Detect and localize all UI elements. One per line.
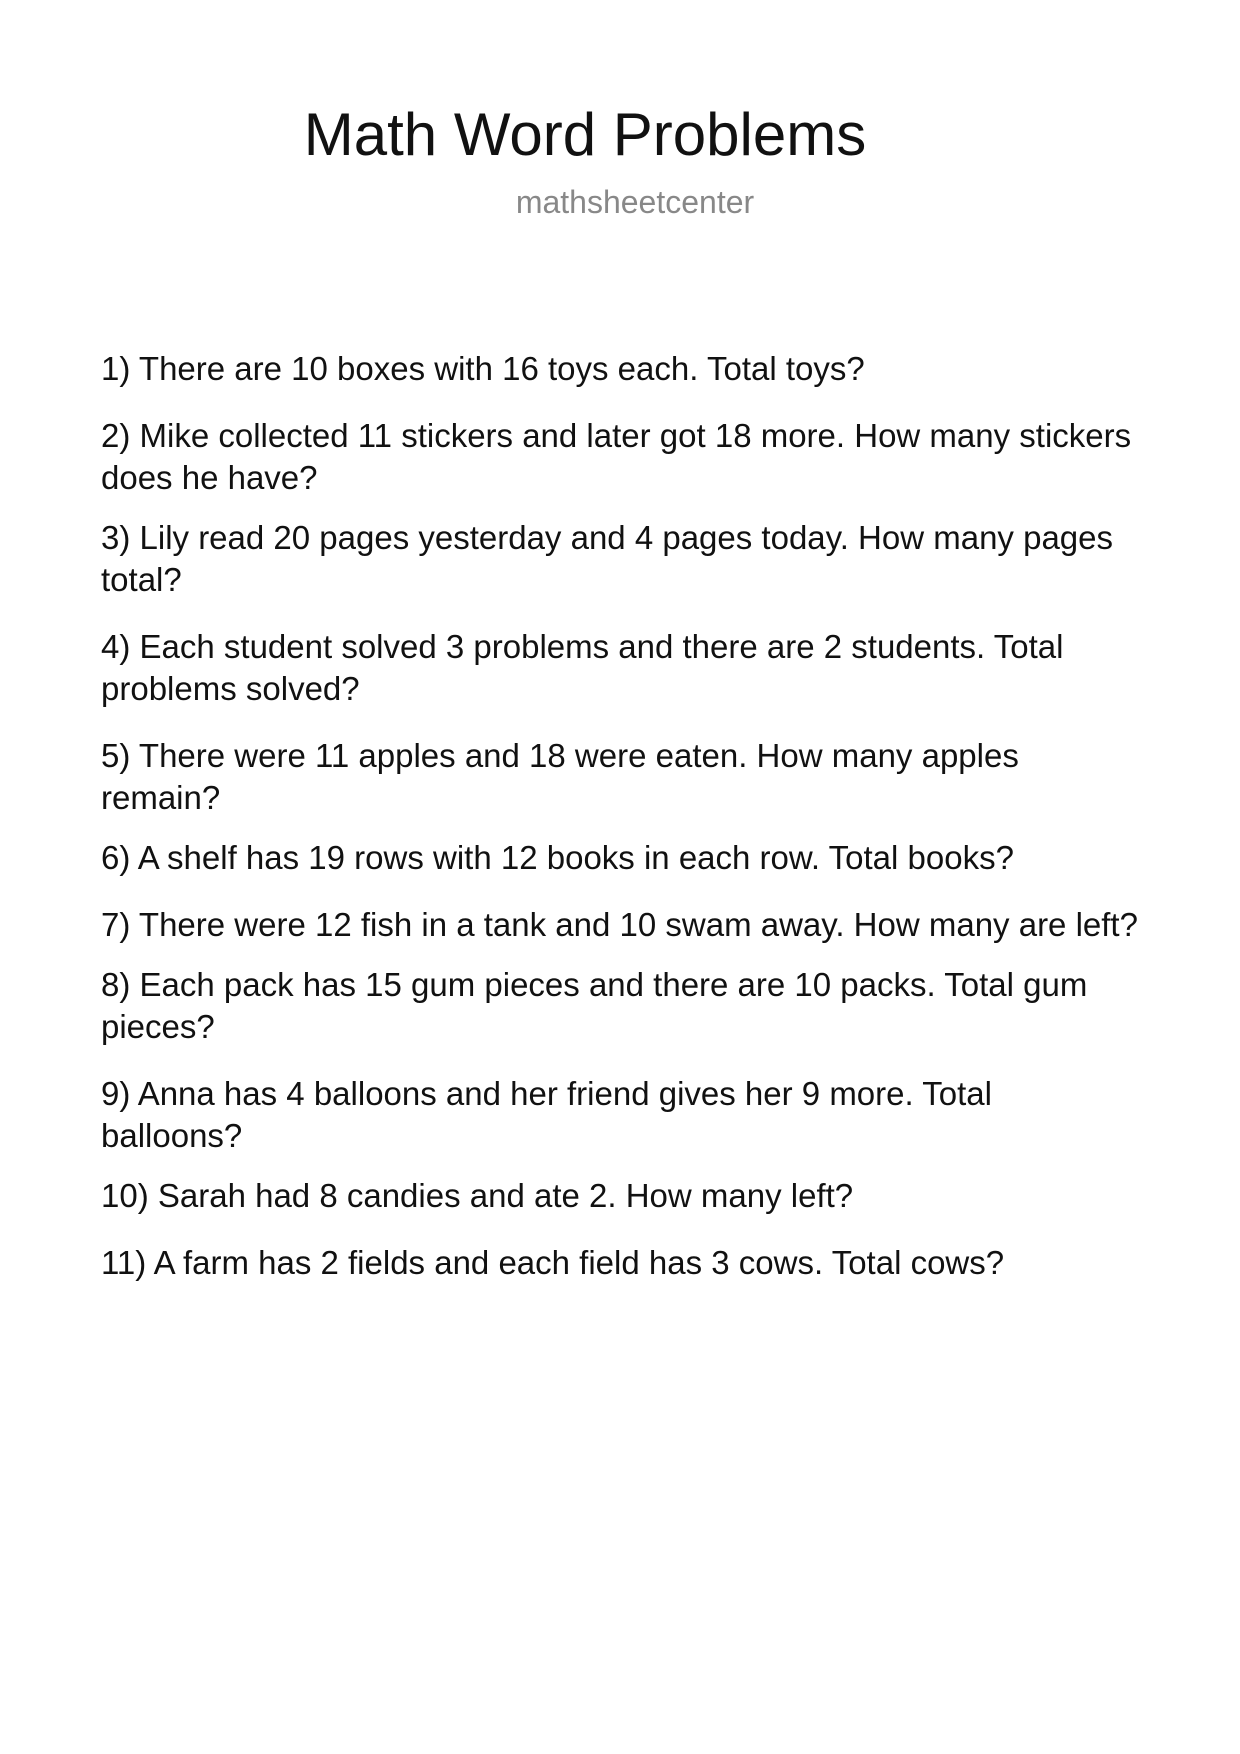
problem-item: 9) Anna has 4 balloons and her friend gives her 9 more. Total balloons?	[101, 1075, 992, 1154]
problem-item: 3) Lily read 20 pages yesterday and 4 pages today. How many pages total?	[101, 519, 1114, 598]
problem-item: 7) There were 12 fish in a tank and 10 swam away. How many are left?	[101, 906, 1138, 943]
problem-item: 11) A farm has 2 fields and each field has 3 cows. Total cows?	[101, 1244, 1005, 1281]
problem-list	[101, 348, 1141, 1284]
problem-item: 10) Sarah had 8 candies and ate 2. How many left?	[101, 1177, 854, 1214]
problem-item: 2) Mike collected 11 stickers and later got 18 more. How many stickers does he have?	[101, 417, 1132, 496]
problem-item: 8) Each pack has 15 gum pieces and there are 10 packs. Total gum pieces?	[101, 966, 1088, 1045]
page-title: Math Word Problems	[303, 101, 867, 168]
problem-item: 6) A shelf has 19 rows with 12 books in each row. Total books?	[101, 839, 1014, 876]
problem-item: 4) Each student solved 3 problems and there are 2 students. Total problems solved?	[101, 628, 1064, 707]
problem-item: 5) There were 11 apples and 18 were eaten. How many apples remain?	[101, 737, 1019, 816]
page-subtitle: mathsheetcenter	[515, 184, 755, 220]
problem-item: 1) There are 10 boxes with 16 toys each. Total toys?	[101, 350, 865, 387]
